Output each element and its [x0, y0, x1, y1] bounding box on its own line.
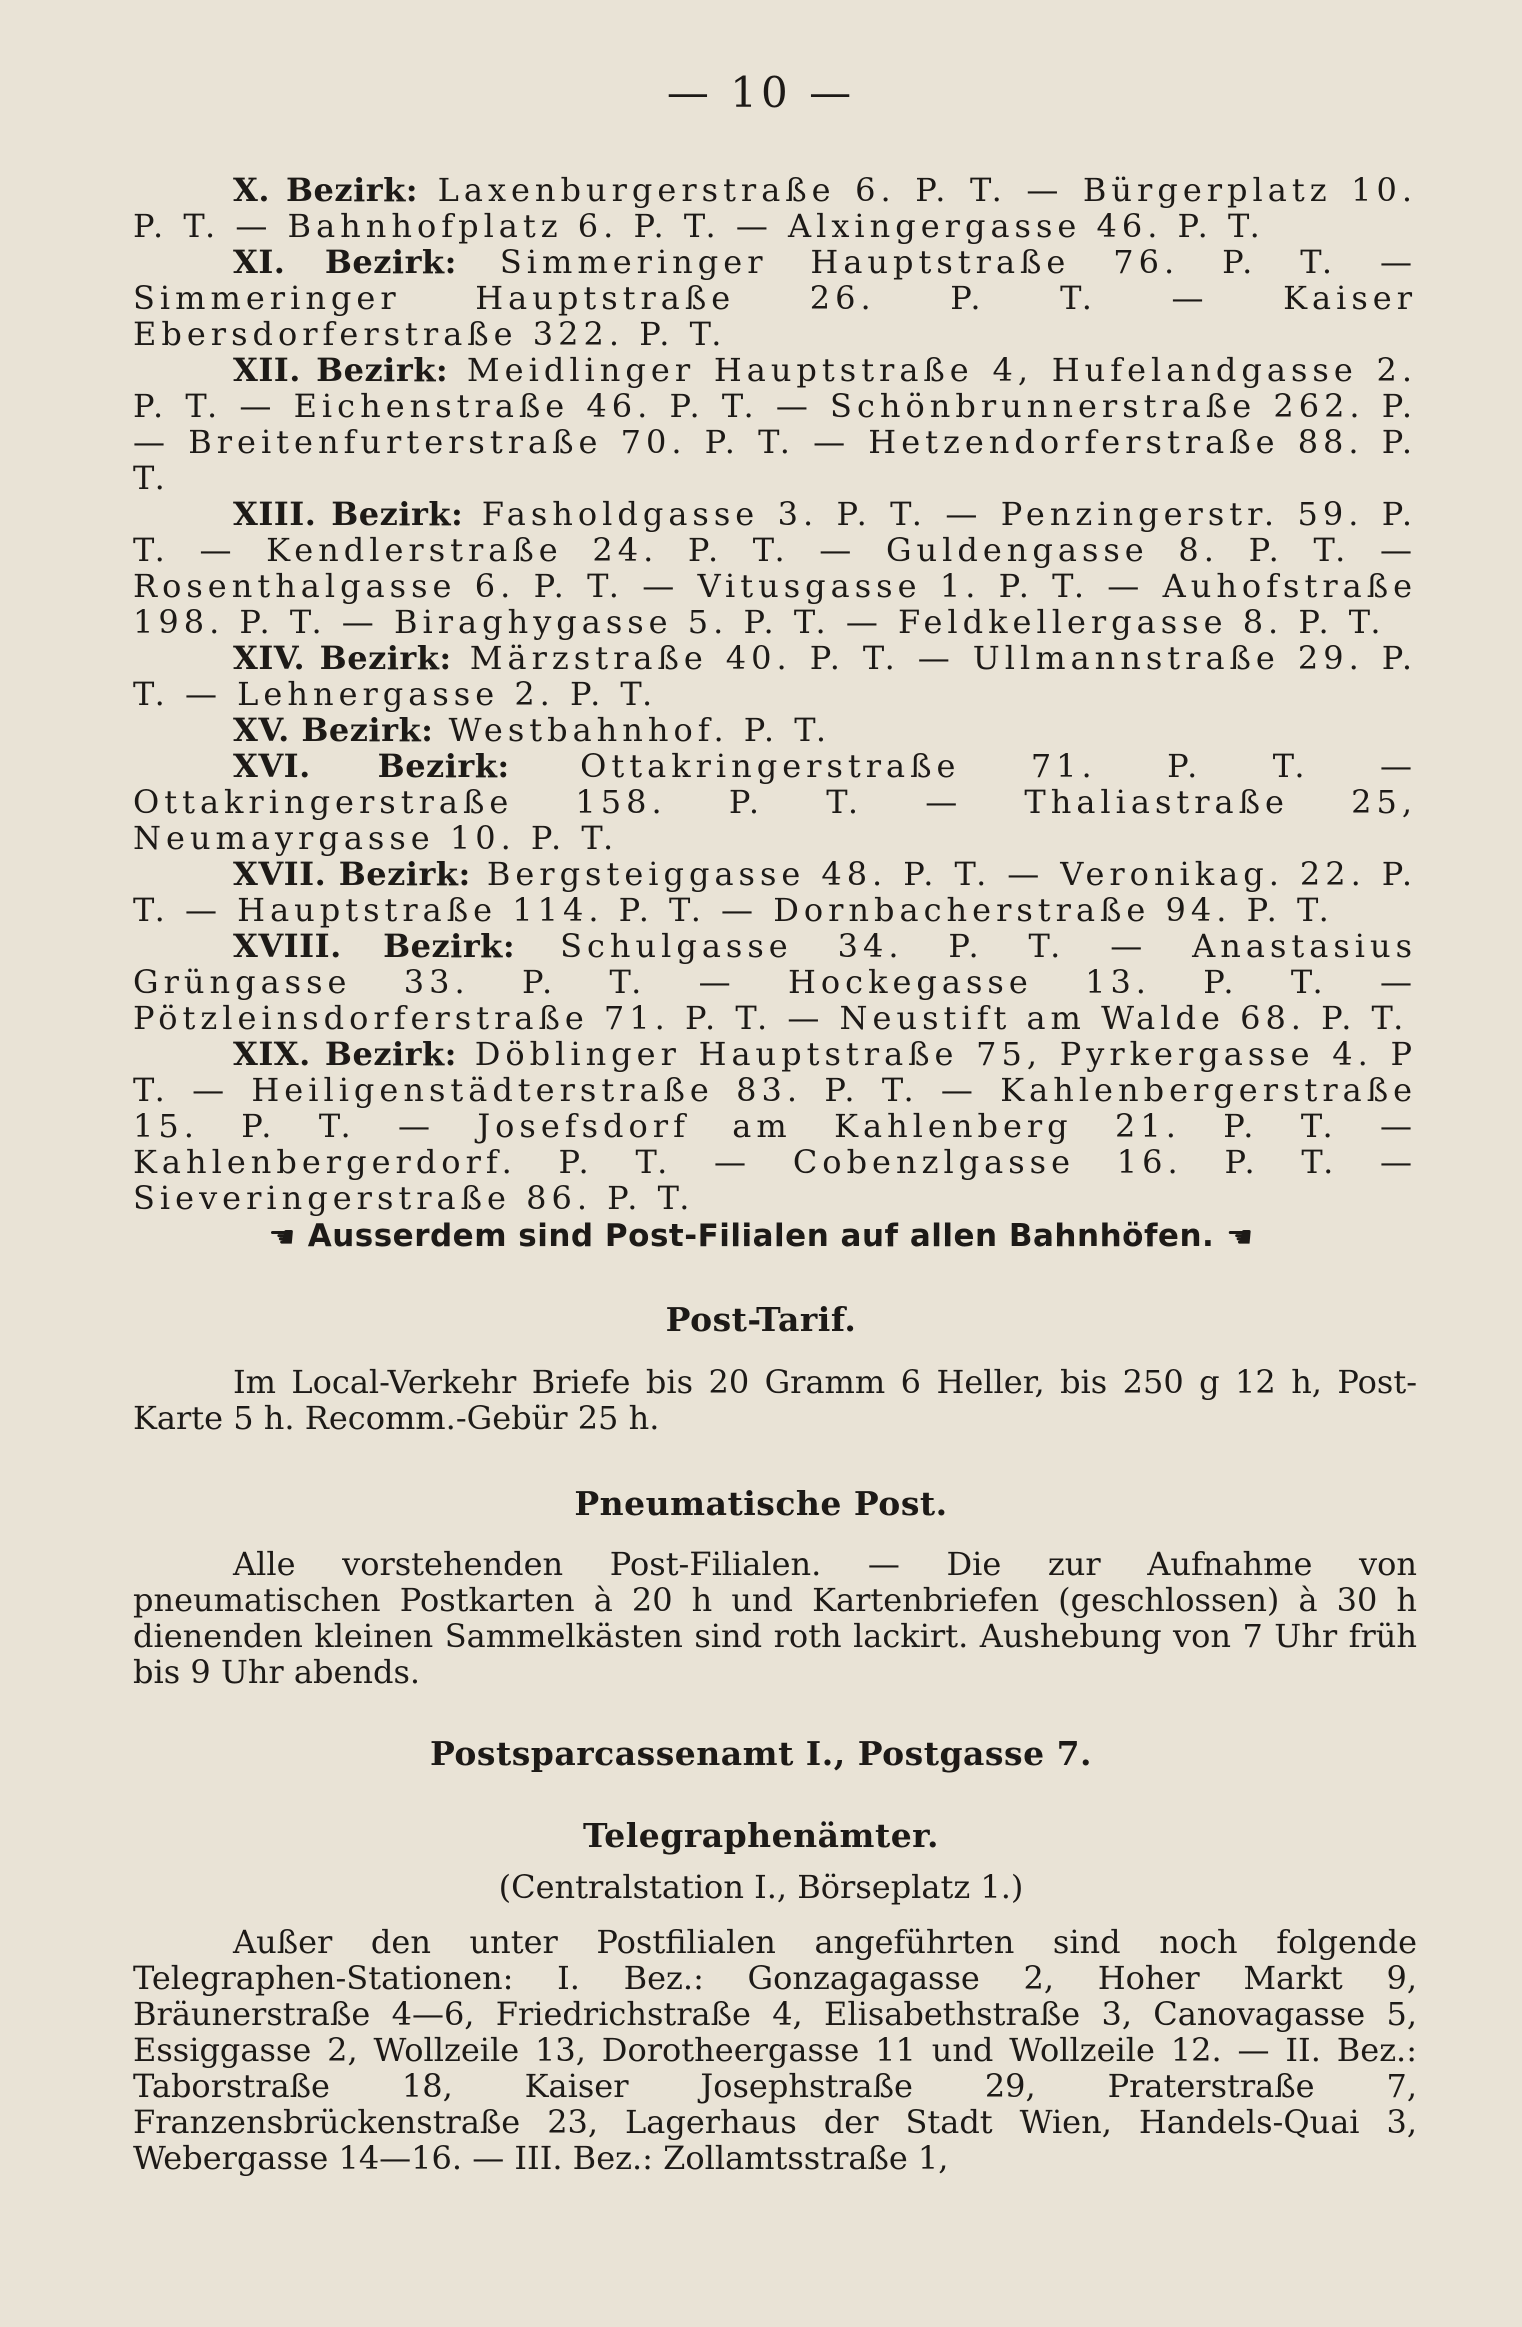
district-list [133, 172, 1417, 1216]
district-name: XV. Bezirk: [233, 711, 434, 749]
telegraphenaemter-subtitle: (Centralstation I., Börseplatz 1.) [498, 1868, 1024, 1906]
district-entry [133, 928, 1417, 1036]
pointing-hand-icon: ☛ [268, 1220, 296, 1255]
district-text: Märzstraße 40. P. T. — Ullmannstraße 29. P. T. — Lehnergasse 2. P. T. [133, 639, 1418, 713]
district-text: Meidlinger Hauptstraße 4, Hufelandgasse 2. P. T. — Eichenstraße 46. P. T. — Schönbrunnerstraße 262. P. — Breitenfurterstraße 70. P. T. — Hetzendorferstraße 88. P. T. [133, 351, 1417, 497]
district-name: XVII. Bezirk: [233, 855, 471, 893]
district-text: Ottakringerstraße 71. P. T. — Ottakringerstraße 158. P. T. — Thaliastraße 25, Neumayrgasse 10. P. T. [133, 747, 1418, 857]
district-text: Westbahnhof. P. T. [448, 711, 831, 749]
post-tarif-section [133, 1364, 1417, 1436]
district-name: XIX. Bezirk: [233, 1035, 457, 1073]
district-name: XVI. Bezirk: [233, 747, 510, 785]
district-name: XIII. Bezirk: [233, 495, 464, 533]
district-entry [133, 748, 1417, 856]
district-entry [133, 352, 1417, 496]
district-entry [133, 1036, 1417, 1216]
district-name: X. Bezirk: [233, 171, 419, 209]
district-entry [133, 640, 1417, 712]
post-tarif-text: Im Local-Verkehr Briefe bis 20 Gramm 6 Heller, bis 250 g 12 h, Post-Karte 5 h. Recomm.-Gebür 25 h. [133, 1363, 1417, 1437]
district-text: Schulgasse 34. P. T. — Anastasius Grüngasse 33. P. T. — Hockegasse 13. P. T. — Pötzleinsdorferstraße 71. P. T. — Neustift am Walde 68. P. T. [133, 927, 1417, 1037]
page-number: — 10 — [666, 68, 856, 117]
district-text: Laxenburgerstraße 6. P. T. — Bürgerplatz 10. P. T. — Bahnhofplatz 6. P. T. — Alxingergasse 46. P. T. [133, 171, 1417, 245]
district-entry [133, 712, 1417, 748]
post-tarif-heading: Post-Tarif. [665, 1300, 857, 1339]
telegraphenaemter-heading: Telegraphenämter. [582, 1816, 940, 1855]
district-name: XVIII. Bezirk: [233, 927, 516, 965]
notice-text: Ausserdem sind Post-Filialen auf allen Bahnhöfen. [307, 1218, 1215, 1254]
district-entry [133, 244, 1417, 352]
district-name: XI. Bezirk: [233, 243, 457, 281]
bahnhof-notice [0, 1218, 1522, 1255]
district-entry [133, 856, 1417, 928]
district-entry [133, 172, 1417, 244]
district-text: Döblinger Hauptstraße 75, Pyrkergasse 4. P T. — Heiligenstädterstraße 83. P. T. — Kahlenbergerstraße 15. P. T. — Josefsdorf am Kahlenberg 21. P. T. — Kahlenbergerdorf. P. T. — Cobenzlgasse 16. P. T. — Sieveringerstraße 86. P. T. [133, 1035, 1418, 1217]
district-name: XII. Bezirk: [233, 351, 449, 389]
district-text: Fasholdgasse 3. P. T. — Penzingerstr. 59. P. T. — Kendlerstraße 24. P. T. — Guldengasse 8. P. T. — Rosenthalgasse 6. P. T. — Vitusgasse 1. P. T. — Auhofstraße 198. P. T. — Biraghygasse 5. P. T. — Feldkellergasse 8. P. T. [133, 495, 1418, 641]
pneumatische-post-text: Alle vorstehenden Post-Filialen. — Die zur Aufnahme von pneumatischen Postkarten à 20 h und Kartenbriefen (geschlossen) à 30 h dienenden kleinen Sammelkästen sind roth lackirt. Aushebung von 7 Uhr früh bis 9 Uhr abends. [133, 1545, 1417, 1691]
district-text: Simmeringer Hauptstraße 76. P. T. — Simmeringer Hauptstraße 26. P. T. — Kaiser Ebersdorferstraße 322. P. T. [133, 243, 1418, 353]
postsparcassenamt-heading: Postsparcassenamt I., Postgasse 7. [429, 1734, 1093, 1773]
telegraphenaemter-text: Außer den unter Postfilialen angeführten sind noch folgende Telegraphen-Stationen: I. Bez.: Gonzagagasse 2, Hoher Markt 9, Bräunerstraße 4—6, Friedrichstraße 4, Elisabethstraße 3, Canovagasse 5, Essiggasse 2, Wollzeile 13, Dorotheergasse 11 und Wollzeile 12. — II. Bez.: Taborstraße 18, Kaiser Josephstraße 29, Praterstraße 7, Franzensbrückenstraße 23, Lagerhaus der Stadt Wien, Handels-Quai 3, Webergasse 14—16. — III. Bez.: Zollamtsstraße 1, [133, 1923, 1417, 2177]
telegraphenaemter-section [133, 1924, 1417, 2176]
pointing-hand-icon: ☚ [1226, 1220, 1254, 1255]
district-text: Bergsteiggasse 48. P. T. — Veronikag. 22. P. T. — Hauptstraße 114. P. T. — Dornbacherstraße 94. P. T. [133, 855, 1418, 929]
district-name: XIV. Bezirk: [233, 639, 452, 677]
district-entry [133, 496, 1417, 640]
pneumatische-post-heading: Pneumatische Post. [574, 1484, 948, 1523]
pneumatische-post-section [133, 1546, 1417, 1690]
